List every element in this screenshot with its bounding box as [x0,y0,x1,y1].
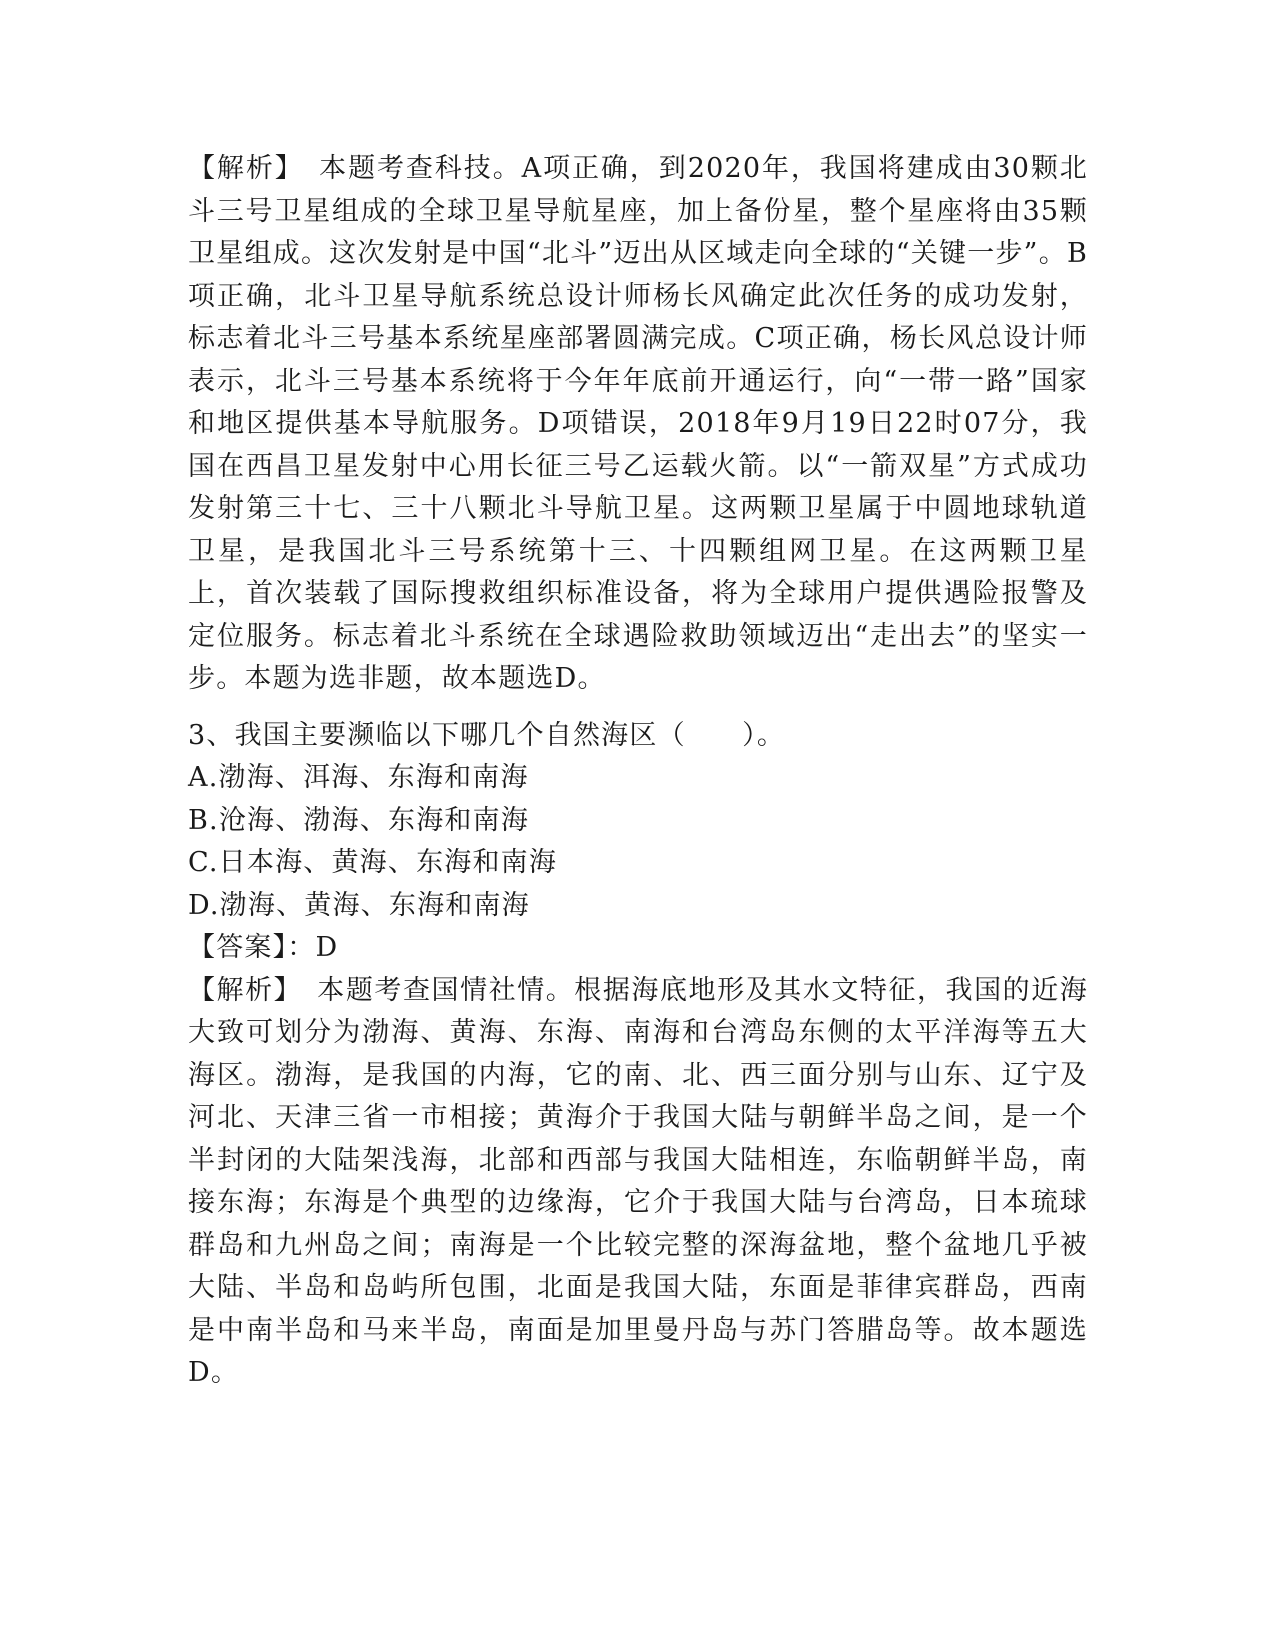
option-c: C.日本海、黄海、东海和南海 [188,847,558,878]
question-3-stem: 3、我国主要濒临以下哪几个自然海区（ ）。 [188,719,786,751]
option-a: A.渤海、洱海、东海和南海 [188,762,529,793]
analysis-paragraph-q2: 【解析】 本题考查科技。A项正确，到2020年，我国将建成由30颗北斗三号卫星组成的全球卫星导航星座，加上备份星，整个星座将由35颗卫星组成。这次发射是中国“北斗”迈出从区域走向全球的“关键一步”。B项正确，北斗卫星导航系统总设计师杨长风确定此次任务的成功发射，标志着北斗三号基本系统星座部署圆满完成。C项正确，杨长风总设计师表示，北斗三号基本系统将于今年年底前开通运行，向“一带一路”国家和地区提供基本导航服务。D项错误，2018年9月19日22时07分，我国在西昌卫星发射中心用长征三号乙运载火箭。以“一箭双星”方式成功发射第三十七、三十八颗北斗导航卫星。这两颗卫星属于中圆地球轨道卫星，是我国北斗三号系统第十三、十四颗组网卫星。在这两颗卫星上，首次装载了国际搜救组织标准设备，将为全球用户提供遇险报警及定位服务。标志着北斗系统在全球遇险救助领域迈出“走出去”的坚实一步。本题为选非题，故本题选D。 [188,153,1088,694]
answer-line: 【答案】：D [188,932,339,963]
paragraph-gap [188,701,1088,715]
document-page [188,148,1088,1395]
analysis-paragraph-q3: 【解析】 本题考查国情社情。根据海底地形及其水文特征，我国的近海大致可划分为渤海、黄海、东海、南海和台湾岛东侧的太平洋海等五大海区。渤海，是我国的内海，它的南、北、西三面分别与山东、辽宁及河北、天津三省一市相接；黄海介于我国大陆与朝鲜半岛之间，是一个半封闭的大陆架浅海，北部和西部与我国大陆相连，东临朝鲜半岛，南接东海；东海是个典型的边缘海，它介于我国大陆与台湾岛，日本琉球群岛和九州岛之间；南海是一个比较完整的深海盆地，整个盆地几乎被大陆、半岛和岛屿所包围，北面是我国大陆，东面是菲律宾群岛，西南是中南半岛和马来半岛，南面是加里曼丹岛与苏门答腊岛等。故本题选D。 [188,974,1088,1388]
option-b: B.沧海、渤海、东海和南海 [188,804,530,836]
option-d: D.渤海、黄海、东海和南海 [188,889,530,921]
